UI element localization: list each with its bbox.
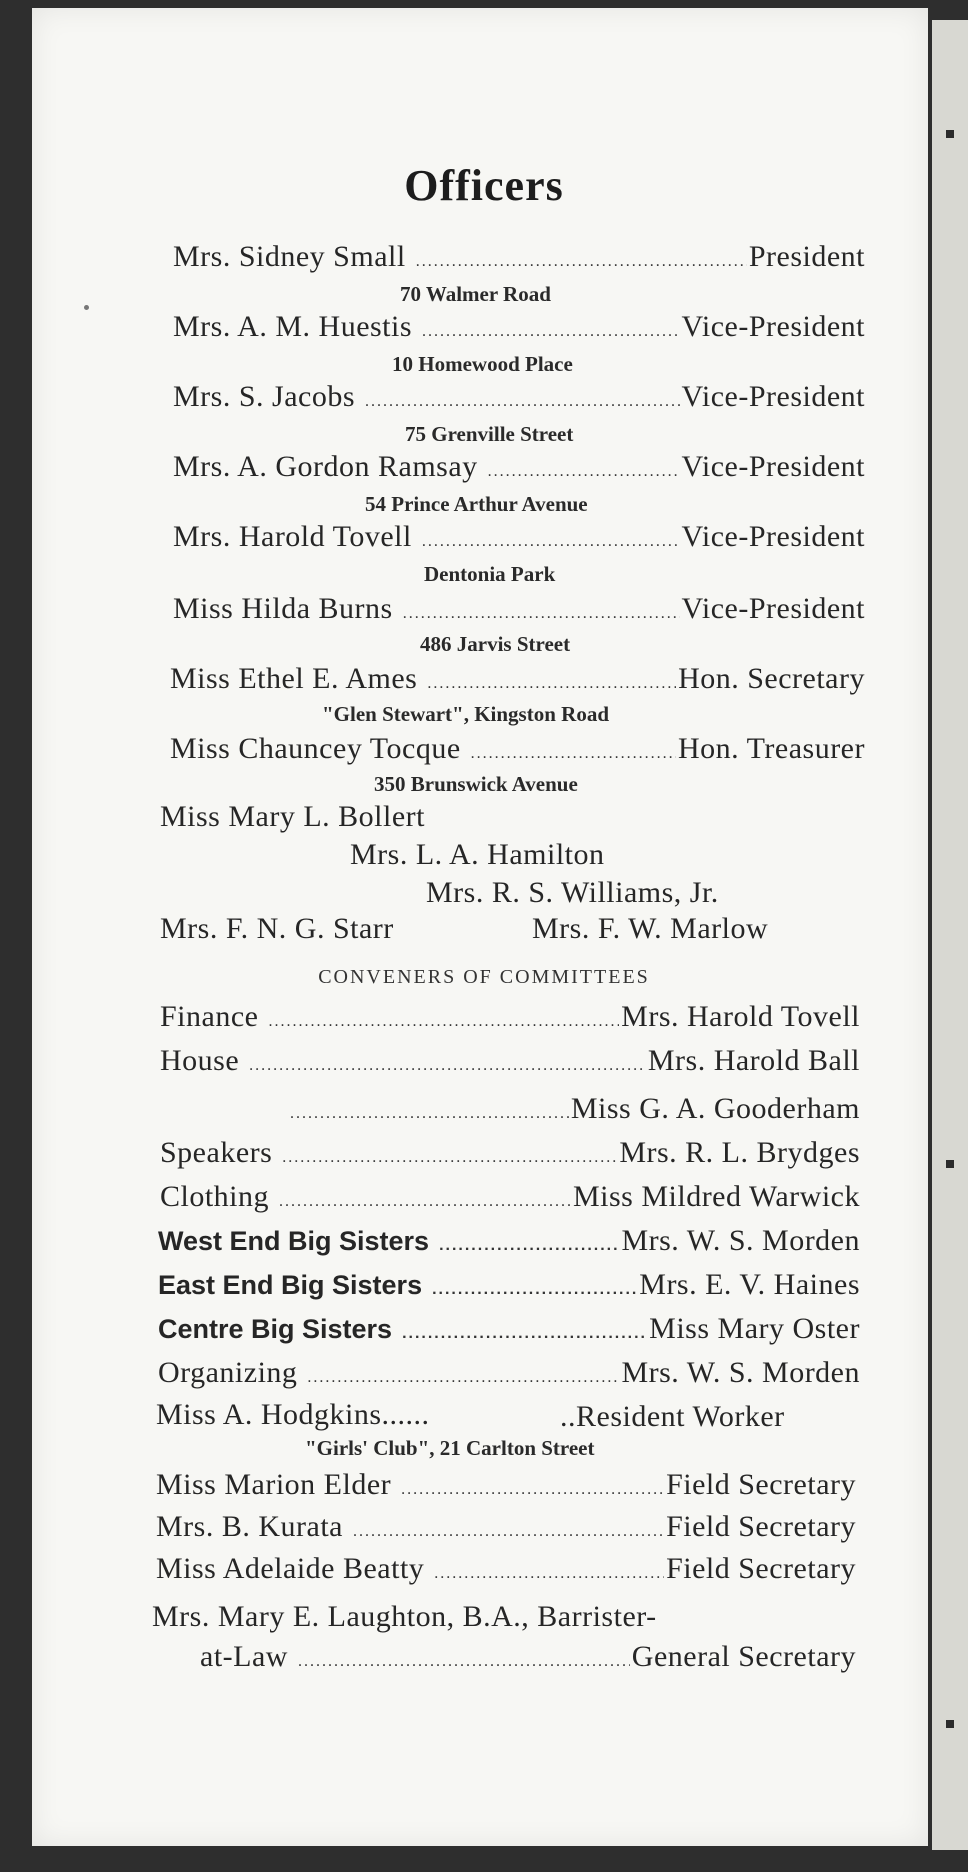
committee-row	[158, 1356, 860, 1390]
leader-dots	[298, 1653, 630, 1671]
leader-dots	[402, 1325, 647, 1343]
committee-convener: Miss G. A. Gooderham	[570, 1092, 860, 1125]
general-secretary-line: Mrs. Mary E. Laughton, B.A., Barrister-	[152, 1600, 657, 1633]
edge-mark	[946, 130, 954, 138]
officer-role: Hon. Secretary	[678, 662, 865, 695]
staff-role: ..Resident Worker	[560, 1400, 785, 1433]
member-name: Mrs. F. N. G. Starr	[160, 912, 394, 945]
committee-name: House	[160, 1044, 240, 1077]
committee-name: Organizing	[158, 1356, 298, 1389]
staff-name: Miss A. Hodgkins......	[156, 1398, 430, 1431]
officer-row	[173, 592, 865, 626]
committee-row	[158, 1268, 860, 1302]
officer-name: Mrs. A. Gordon Ramsay	[173, 450, 478, 483]
committee-convener: Mrs. E. V. Haines	[639, 1268, 860, 1301]
committee-row	[158, 1312, 860, 1346]
staff-address: "Girls' Club", 21 Carlton Street	[305, 1436, 595, 1460]
staff-name: Mrs. B. Kurata	[156, 1510, 343, 1543]
staff-row	[156, 1468, 856, 1502]
general-secretary-row	[200, 1640, 856, 1674]
leader-dots	[471, 745, 676, 763]
staff-name: Miss Adelaide Beatty	[156, 1552, 425, 1585]
page-title: Officers	[404, 161, 564, 210]
committee-convener: Mrs. R. L. Brydges	[619, 1136, 860, 1169]
officer-row	[173, 240, 865, 274]
officer-address: 486 Jarvis Street	[420, 632, 571, 656]
officer-role: Vice-President	[681, 592, 865, 625]
paper-speck	[84, 305, 89, 310]
officer-role: Vice-President	[681, 380, 865, 413]
general-secretary-role: General Secretary	[631, 1640, 856, 1673]
officer-name: Mrs. A. M. Huestis	[173, 310, 413, 343]
committee-name: West End Big Sisters	[158, 1226, 430, 1256]
officer-name: Mrs. Harold Tovell	[173, 520, 412, 553]
member-name: Mrs. F. W. Marlow	[532, 912, 769, 945]
leader-dots	[282, 1149, 617, 1167]
officer-row	[173, 450, 865, 484]
committee-convener: Mrs. W. S. Morden	[621, 1224, 860, 1257]
leader-dots	[422, 323, 679, 341]
committee-convener: Mrs. W. S. Morden	[621, 1356, 860, 1389]
officer-address: 54 Prince Arthur Avenue	[365, 492, 588, 516]
leader-dots	[249, 1057, 646, 1075]
committee-convener: Mrs. Harold Ball	[647, 1044, 860, 1077]
committee-name: Centre Big Sisters	[158, 1314, 393, 1344]
officer-role: President	[748, 240, 865, 273]
member-name: Mrs. R. S. Williams, Jr.	[426, 876, 719, 909]
leader-dots	[268, 1013, 619, 1031]
leader-dots	[439, 1237, 619, 1255]
officer-name: Miss Chauncey Tocque	[170, 732, 461, 765]
committee-name: Speakers	[160, 1136, 273, 1169]
officer-address: Dentonia Park	[424, 562, 556, 586]
committee-row	[160, 1180, 860, 1214]
officer-name: Mrs. S. Jacobs	[173, 380, 356, 413]
leader-dots	[488, 463, 680, 481]
officer-address: 350 Brunswick Avenue	[374, 772, 578, 796]
edge-mark	[946, 1720, 954, 1728]
officer-role: Vice-President	[681, 450, 865, 483]
committee-convener: Miss Mildred Warwick	[572, 1180, 860, 1213]
leader-dots	[432, 1281, 637, 1299]
committee-row	[290, 1092, 860, 1126]
leader-dots	[279, 1193, 571, 1211]
conveners-heading: CONVENERS OF COMMITTEES	[318, 966, 650, 988]
leader-dots	[353, 1523, 664, 1541]
committee-name: Clothing	[160, 1180, 270, 1213]
leader-dots	[403, 605, 680, 623]
page-edge	[932, 20, 968, 1850]
member-name: Mrs. L. A. Hamilton	[350, 838, 605, 871]
staff-row	[156, 1510, 856, 1544]
officer-row	[173, 310, 865, 344]
staff-role: Field Secretary	[666, 1510, 856, 1543]
leader-dots	[365, 393, 680, 411]
leader-dots	[290, 1105, 569, 1123]
officer-name: Mrs. Sidney Small	[173, 240, 406, 273]
officer-address: 70 Walmer Road	[400, 282, 551, 306]
officer-address: 10 Homewood Place	[392, 352, 573, 376]
leader-dots	[422, 533, 680, 551]
committee-row	[160, 1000, 860, 1034]
officer-row	[170, 662, 865, 696]
staff-row	[156, 1552, 856, 1586]
officer-role: Vice-President	[681, 520, 865, 553]
edge-mark	[946, 1160, 954, 1168]
committee-convener: Mrs. Harold Tovell	[621, 1000, 860, 1033]
member-name: Miss Mary L. Bollert	[160, 800, 425, 833]
officer-name: Miss Hilda Burns	[173, 592, 393, 625]
committee-row	[160, 1136, 860, 1170]
officer-address: "Glen Stewart", Kingston Road	[322, 702, 609, 726]
leader-dots	[416, 253, 747, 271]
officer-row	[173, 520, 865, 554]
general-secretary-name: at-Law	[200, 1640, 288, 1673]
committee-name: East End Big Sisters	[158, 1270, 423, 1300]
committee-row	[158, 1224, 860, 1258]
leader-dots	[427, 675, 676, 693]
officer-address: 75 Grenville Street	[405, 422, 574, 446]
committee-convener: Miss Mary Oster	[649, 1312, 860, 1345]
staff-role: Field Secretary	[666, 1552, 856, 1585]
officer-row	[173, 380, 865, 414]
leader-dots	[307, 1369, 619, 1387]
officer-role: Hon. Treasurer	[678, 732, 865, 765]
officer-row	[170, 732, 865, 766]
officer-name: Miss Ethel E. Ames	[170, 662, 418, 695]
committee-name: Finance	[160, 1000, 259, 1033]
staff-name: Miss Marion Elder	[156, 1468, 392, 1501]
staff-role: Field Secretary	[666, 1468, 856, 1501]
leader-dots	[434, 1565, 664, 1583]
leader-dots	[401, 1481, 664, 1499]
officer-role: Vice-President	[681, 310, 865, 343]
committee-row	[160, 1044, 860, 1078]
